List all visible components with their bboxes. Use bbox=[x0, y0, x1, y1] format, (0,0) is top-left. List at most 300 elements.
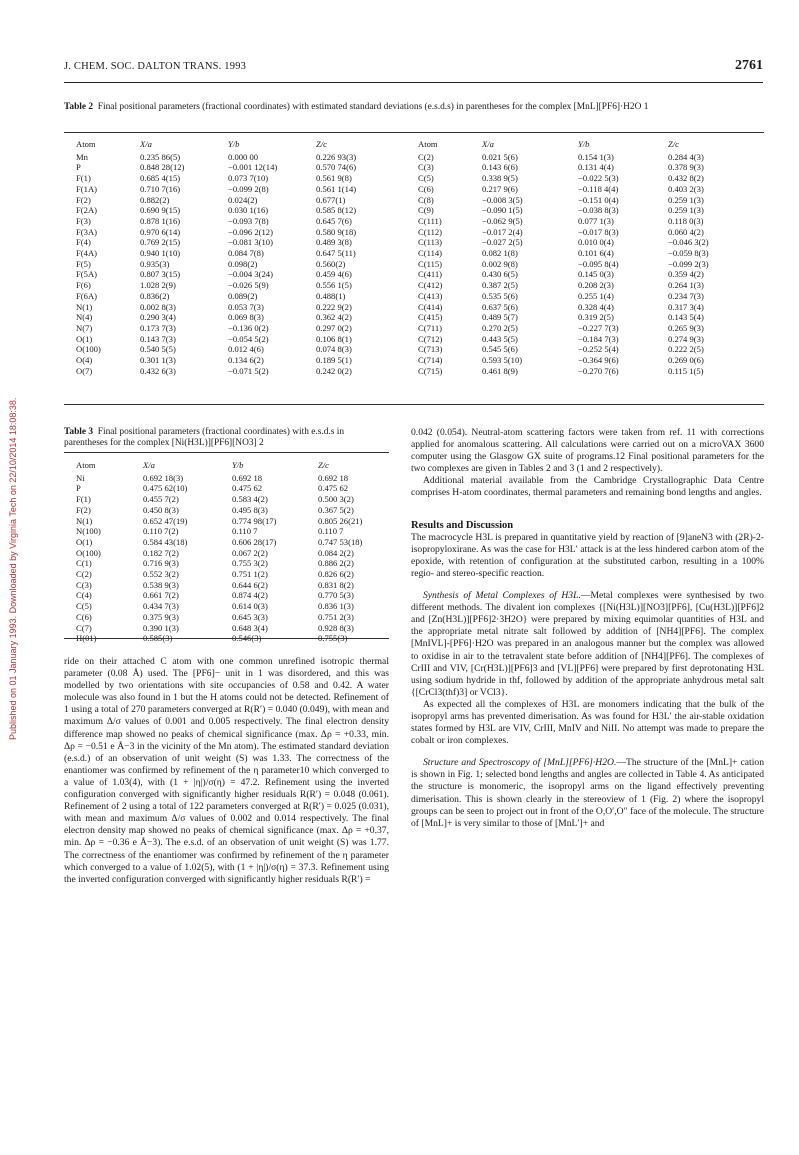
table3-row bbox=[76, 483, 376, 494]
table2-left-cell: F(6A) bbox=[76, 290, 98, 301]
table2-left-cell: 0.540 5(5) bbox=[140, 344, 176, 355]
table2-right-cell: −0.227 7(3) bbox=[578, 322, 619, 333]
table2-left-cell: F(3) bbox=[76, 215, 91, 226]
table2-left-cell: 0.143 7(3) bbox=[140, 333, 176, 344]
table2-left-cell: 0.297 0(2) bbox=[316, 322, 352, 333]
table2-left-half bbox=[76, 139, 402, 376]
table3-cell: P bbox=[76, 483, 81, 494]
table3-caption bbox=[64, 427, 389, 449]
table2-right-cell: 0.145 0(3) bbox=[578, 269, 614, 280]
table2-right-cell: −0.090 1(5) bbox=[482, 205, 523, 216]
table3-header-cell: Y/b bbox=[232, 460, 244, 470]
table2-left-cell: 0.561 1(14) bbox=[316, 183, 357, 194]
table2-left-row bbox=[76, 312, 402, 323]
table3-cell: Ni bbox=[76, 472, 85, 483]
table2-right-cell: 0.255 1(4) bbox=[578, 290, 614, 301]
table2-right-row bbox=[418, 248, 764, 259]
table3-cell: 0.495 8(3) bbox=[232, 504, 268, 515]
table3-cell: C(1) bbox=[76, 558, 92, 569]
table3-cell: 0.770 5(3) bbox=[318, 590, 354, 601]
table2-right-cell: −0.099 2(3) bbox=[668, 258, 709, 269]
table2-right-cell: 0.118 0(3) bbox=[668, 215, 704, 226]
table2-left-cell: P bbox=[76, 162, 81, 173]
table3-cell: 0.182 7(2) bbox=[143, 547, 179, 558]
table2-right-cell: 0.443 5(5) bbox=[482, 333, 518, 344]
table2-right-cell: 0.274 9(3) bbox=[668, 333, 704, 344]
table3-top-rule bbox=[64, 452, 389, 453]
table3-cell: 0.475 62 bbox=[318, 483, 349, 494]
table2-left-row bbox=[76, 162, 402, 173]
table2-right-row bbox=[418, 323, 764, 334]
table3-cell: 0.774 98(17) bbox=[232, 515, 277, 526]
table2-left-cell: 0.362 4(2) bbox=[316, 312, 352, 323]
table3-cell: 0.583 4(2) bbox=[232, 494, 268, 505]
table2-right-cell: C(112) bbox=[418, 226, 443, 237]
table2-right-row bbox=[418, 216, 764, 227]
table2-right-cell: 0.378 9(3) bbox=[668, 162, 704, 173]
table2-left-cell: 0.488(1) bbox=[316, 290, 346, 301]
table2-left-header-cell: Z/c bbox=[316, 139, 327, 149]
table2-left-cell: 0.836(2) bbox=[140, 290, 170, 301]
table3-cell: 0.644 6(2) bbox=[232, 579, 268, 590]
table2-right-cell: 0.317 3(4) bbox=[668, 301, 704, 312]
table2-left-cell: −0.093 7(8) bbox=[228, 215, 269, 226]
table2-left-cell: 0.882(2) bbox=[140, 194, 170, 205]
table3-cell: 0.475 62 bbox=[232, 483, 263, 494]
journal-header: J. CHEM. SOC. DALTON TRANS. 1993 bbox=[64, 61, 247, 72]
table2-left-cell: 0.970 6(14) bbox=[140, 226, 181, 237]
table2-right-cell: C(111) bbox=[418, 215, 442, 226]
table2-left-cell: 0.222 9(2) bbox=[316, 301, 352, 312]
table3-row bbox=[76, 601, 376, 612]
download-note-text: Published on 01 January 1993. Downloaded by Virginia Tech on 22/10/2014 18:08:38. bbox=[8, 397, 18, 740]
table2-right-cell: 0.115 1(5) bbox=[668, 365, 704, 376]
table3-cell: 0.067 2(2) bbox=[232, 547, 268, 558]
table2-right-cell: 0.284 4(3) bbox=[668, 151, 704, 162]
table2-right-cell: 0.545 5(6) bbox=[482, 344, 518, 355]
table2-right-cell: 0.060 4(2) bbox=[668, 226, 704, 237]
table2-right-cell: 0.082 1(8) bbox=[482, 248, 518, 259]
table3-cell: 0.084 2(2) bbox=[318, 547, 354, 558]
table3-cell: 0.645 3(3) bbox=[232, 611, 268, 622]
table3-cell: 0.755(3) bbox=[318, 633, 348, 644]
table3-cell: 0.110 7 bbox=[318, 526, 344, 537]
table2-left-cell: −0.004 3(24) bbox=[228, 269, 273, 280]
table2-left-cell: 0.489 3(8) bbox=[316, 237, 352, 248]
structure-text: —The structure of the [MnL]+ cation is shown in Fig. 1; selected bond lengths and angles are collected in Table 4. As anticipated the structure is monomeric, the isopropyl arms on the ligand effectively preventing dimerisation. This is shown clearly in the stereoview of 1 (Fig. 2) where the isopropyl groups can be seen to project out in front of the O,O′,O″ face of the molecule. The structure of [MnL]+ is very similar to those of [MnL′]+ and bbox=[411, 757, 764, 829]
table2-right-cell: 0.593 5(10) bbox=[482, 355, 523, 366]
table2-right-cell: 0.259 1(3) bbox=[668, 194, 704, 205]
table2-right-cell: C(712) bbox=[418, 333, 443, 344]
right-column-text bbox=[411, 427, 764, 830]
table3-row bbox=[76, 580, 376, 591]
table2-right-cell: −0.022 5(3) bbox=[578, 173, 619, 184]
table2-left-cell: 0.807 3(15) bbox=[140, 269, 181, 280]
table3-row bbox=[76, 473, 376, 484]
table2-right-cell: 0.131 4(4) bbox=[578, 162, 614, 173]
table3-cell: 0.538 9(3) bbox=[143, 579, 179, 590]
table2-right-row bbox=[418, 355, 764, 366]
table2-left-cell: 0.690 9(15) bbox=[140, 205, 181, 216]
table2-left-cell: 1.028 2(9) bbox=[140, 280, 176, 291]
table2-right-row bbox=[418, 280, 764, 291]
table2-left-cell: 0.432 6(3) bbox=[140, 365, 176, 376]
table3-cell: 0.755 3(2) bbox=[232, 558, 268, 569]
table3-row bbox=[76, 569, 376, 580]
table2-right-cell: C(113) bbox=[418, 237, 443, 248]
table3-row bbox=[76, 590, 376, 601]
table2-right-cell: 0.143 6(6) bbox=[482, 162, 518, 173]
table3-row bbox=[76, 505, 376, 516]
right-paragraph-3: The macrocycle H3L is prepared in quantitative yield by reaction of [9]aneN3 with (2R)-2-isopropyloxirane. As was the case for H3L′ attack is at the less hindered carbon atom of the epoxide, with retention of configuration at the substituted carbon, resulting in a 100% regio- and stereo-specific reaction. bbox=[411, 531, 764, 579]
table3-row bbox=[76, 526, 376, 537]
left-column-text bbox=[64, 656, 389, 886]
table2-left-row bbox=[76, 173, 402, 184]
table2-right-cell: −0.252 5(4) bbox=[578, 344, 619, 355]
table2-right-cell: C(411) bbox=[418, 269, 443, 280]
table2-right-cell: 0.217 9(6) bbox=[482, 183, 518, 194]
table3-cell: 0.692 18 bbox=[318, 472, 349, 483]
table2-left-row bbox=[76, 195, 402, 206]
table2-right-cell: 0.002 9(8) bbox=[482, 258, 518, 269]
table3-cell: C(5) bbox=[76, 601, 92, 612]
table3-cell: 0.648 3(4) bbox=[232, 622, 268, 633]
right-paragraph-1: 0.042 (0.054). Neutral-atom scattering factors were taken from ref. 11 with corrections applied for anomalous scattering. All calculations were carried out on a microVAX 3600 computer using the Glasgow GX suite of programs.12 Final positional parameters for the two complexes are given in Tables 2 and 3 (1 and 2 respectively). bbox=[411, 427, 764, 475]
table2-left-cell: N(7) bbox=[76, 322, 93, 333]
table2-caption-text: Final positional parameters (fractional coordinates) with estimated standard deviations (e.s.d.s) in parentheses for the complex [MnL][PF6]·H2O 1 bbox=[97, 102, 649, 112]
table2-left-cell: 0.235 86(5) bbox=[140, 151, 181, 162]
table2-right-cell: 0.387 2(5) bbox=[482, 280, 518, 291]
table2-right-cell: 0.143 5(4) bbox=[668, 312, 704, 323]
table2-left-cell: 0.580 9(18) bbox=[316, 226, 357, 237]
table2-left-header-cell: Atom bbox=[76, 139, 96, 149]
table3-header-cell: Z/c bbox=[318, 460, 329, 470]
table2-left-cell: 0.000 00 bbox=[228, 151, 259, 162]
table3-row bbox=[76, 516, 376, 527]
table2-left-cell: 0.073 7(10) bbox=[228, 173, 269, 184]
table2-right-row bbox=[418, 344, 764, 355]
table2-right-cell: C(5) bbox=[418, 173, 434, 184]
table2-left-cell: F(5A) bbox=[76, 269, 98, 280]
right-paragraph-5: As expected all the complexes of H3L are monomers indicating that the bulk of the isopropyl arms has prevented dimerisation. As was found for H3L′ the air-stable oxidation states formed by H3L are VIV, CrIII, MnIV and NiII. No attempt was made to prepare the cobalt or iron complexes. bbox=[411, 698, 764, 747]
table3-cell: 0.606 28(17) bbox=[232, 536, 277, 547]
table2-left-cell: N(1) bbox=[76, 301, 93, 312]
table3-cell: 0.546(3) bbox=[232, 633, 262, 644]
table2-right-cell: −0.059 8(3) bbox=[668, 248, 709, 259]
table2-left-cell: 0.098(2) bbox=[228, 258, 258, 269]
table2-left-cell: −0.001 12(14) bbox=[228, 162, 278, 173]
table3-cell: 0.500 3(2) bbox=[318, 494, 354, 505]
table2-left-cell: 0.002 8(3) bbox=[140, 301, 176, 312]
table2-left-cell: 0.189 5(1) bbox=[316, 355, 352, 366]
table2-left-cell: F(2) bbox=[76, 194, 91, 205]
table2-right-cell: C(412) bbox=[418, 280, 443, 291]
table3-cell: 0.826 6(2) bbox=[318, 569, 354, 580]
table2-right-cell: C(6) bbox=[418, 183, 434, 194]
table3-header-cell: Atom bbox=[76, 460, 96, 470]
table2-left-row bbox=[76, 216, 402, 227]
table3-cell: 0.751 1(2) bbox=[232, 569, 268, 580]
table2-right-cell: 0.637 5(6) bbox=[482, 301, 518, 312]
table2-right-row bbox=[418, 237, 764, 248]
table3 bbox=[76, 460, 376, 644]
table2-right-cell: 0.270 2(5) bbox=[482, 322, 518, 333]
table2-left-cell: 0.089(2) bbox=[228, 290, 258, 301]
table2-right-row bbox=[418, 173, 764, 184]
table3-cell: 0.751 2(3) bbox=[318, 611, 354, 622]
table3-cell: 0.747 53(18) bbox=[318, 536, 363, 547]
right-paragraph-6 bbox=[411, 757, 764, 830]
table2-left-row bbox=[76, 227, 402, 238]
table2-left-cell: 0.677(1) bbox=[316, 194, 346, 205]
table3-cell: C(7) bbox=[76, 622, 92, 633]
table3-cell: C(4) bbox=[76, 590, 92, 601]
table2-left-cell: 0.173 7(3) bbox=[140, 322, 176, 333]
table3-cell: 0.375 9(3) bbox=[143, 611, 179, 622]
table2-left-cell: −0.054 5(2) bbox=[228, 333, 269, 344]
table3-cell: 0.367 5(2) bbox=[318, 504, 354, 515]
table2-left-cell: 0.560(2) bbox=[316, 258, 346, 269]
right-paragraph-2: Additional material available from the Cambridge Crystallographic Data Centre comprises H-atom coordinates, thermal parameters and remaining bond lengths and angles. bbox=[411, 475, 764, 499]
table2-right-cell: C(8) bbox=[418, 194, 434, 205]
table2-right-header-cell: Y/b bbox=[578, 139, 590, 149]
table2-left-cell: F(6) bbox=[76, 280, 91, 291]
table2-right-cell: C(114) bbox=[418, 248, 443, 259]
table2-right-cell: 0.269 0(6) bbox=[668, 355, 704, 366]
table2-right-cell: 0.222 2(5) bbox=[668, 344, 704, 355]
table2-right-cell: 0.432 8(2) bbox=[668, 173, 704, 184]
table3-cell: 0.552 3(2) bbox=[143, 569, 179, 580]
table2-right-half bbox=[418, 139, 764, 376]
table3-cell: 0.928 8(3) bbox=[318, 622, 354, 633]
table2-right-cell: −0.270 7(6) bbox=[578, 365, 619, 376]
table2-left-row bbox=[76, 355, 402, 366]
table3-header-row bbox=[76, 460, 376, 473]
table2-bottom-rule bbox=[64, 404, 764, 405]
table2-right-cell: −0.118 4(4) bbox=[578, 183, 619, 194]
table2-right-cell: 0.265 9(3) bbox=[668, 322, 704, 333]
table2-left-row bbox=[76, 280, 402, 291]
table2-right-cell: 0.234 7(3) bbox=[668, 290, 704, 301]
table3-cell: O(100) bbox=[76, 547, 101, 558]
table3-cell: 0.450 8(3) bbox=[143, 504, 179, 515]
table3-cell: 0.614 0(3) bbox=[232, 601, 268, 612]
table3-row bbox=[76, 494, 376, 505]
table2-left-cell: 0.084 7(8) bbox=[228, 248, 264, 259]
table3-cell: 0.886 2(2) bbox=[318, 558, 354, 569]
table2-left-cell: 0.030 1(16) bbox=[228, 205, 269, 216]
table3-cell: 0.836 1(3) bbox=[318, 601, 354, 612]
table2-right-row bbox=[418, 269, 764, 280]
table3-cell: 0.692 18(3) bbox=[143, 472, 184, 483]
table2-right-cell: C(713) bbox=[418, 344, 443, 355]
table2-right-cell: 0.328 4(4) bbox=[578, 301, 614, 312]
table3-caption-text: Final positional parameters (fractional coordinates) with e.s.d.s in parentheses for the complex [Ni(H3L)][PF6][NO3] 2 bbox=[64, 427, 345, 448]
table2-right-header-cell: Z/c bbox=[668, 139, 679, 149]
table2-left-cell: 0.585 8(12) bbox=[316, 205, 357, 216]
table3-cell: C(2) bbox=[76, 569, 92, 580]
table3-cell: H(01) bbox=[76, 633, 97, 644]
table2-left-row bbox=[76, 205, 402, 216]
table2-right-cell: −0.151 0(4) bbox=[578, 194, 619, 205]
table2-right-cell: C(714) bbox=[418, 355, 443, 366]
table3-cell: F(1) bbox=[76, 494, 91, 505]
table2-left-cell: 0.226 93(3) bbox=[316, 151, 357, 162]
table2-left-cell: F(1A) bbox=[76, 183, 98, 194]
table2-left-cell: −0.081 3(10) bbox=[228, 237, 273, 248]
table2-right-cell: 0.338 9(5) bbox=[482, 173, 518, 184]
download-note bbox=[0, 150, 18, 750]
table2-left-row bbox=[76, 334, 402, 345]
table2-right-cell: 0.359 4(2) bbox=[668, 269, 704, 280]
table2-left-cell: 0.556 1(5) bbox=[316, 280, 352, 291]
table2-right-cell: −0.364 9(6) bbox=[578, 355, 619, 366]
table2-right-header-cell: X/a bbox=[482, 139, 494, 149]
table3-cell: 0.585(3) bbox=[143, 633, 173, 644]
table2-left-cell: N(4) bbox=[76, 312, 93, 323]
table3-cell: 0.110 7(2) bbox=[143, 526, 179, 537]
table2-left-cell: 0.647 5(11) bbox=[316, 248, 356, 259]
table3-cell: 0.652 47(19) bbox=[143, 515, 188, 526]
table3-row bbox=[76, 623, 376, 634]
table2-right-cell: C(414) bbox=[418, 301, 443, 312]
page-number: 2761 bbox=[735, 58, 763, 73]
table2-left-row bbox=[76, 269, 402, 280]
table2-right-cell: 0.154 1(3) bbox=[578, 151, 614, 162]
table2-left-header-cell: Y/b bbox=[228, 139, 240, 149]
table3-row bbox=[76, 537, 376, 548]
table3-cell: 0.661 7(2) bbox=[143, 590, 179, 601]
table2-right-row bbox=[418, 291, 764, 302]
table3-cell: 0.584 43(18) bbox=[143, 536, 188, 547]
table2-right-cell: −0.046 3(2) bbox=[668, 237, 709, 248]
table2-right-cell: 0.430 6(5) bbox=[482, 269, 518, 280]
table2-right-cell: −0.184 7(3) bbox=[578, 333, 619, 344]
table2-right-cell: 0.535 5(6) bbox=[482, 290, 518, 301]
table3-cell: 0.831 8(2) bbox=[318, 579, 354, 590]
table2-left-cell: 0.710 7(16) bbox=[140, 183, 181, 194]
table2-right-cell: C(711) bbox=[418, 322, 443, 333]
table2-left-cell: F(4) bbox=[76, 237, 91, 248]
table3-caption-label: Table 3 bbox=[64, 427, 94, 437]
table3-row bbox=[76, 548, 376, 559]
table2-left-cell: O(1) bbox=[76, 333, 93, 344]
table2-left-cell: 0.935(3) bbox=[140, 258, 170, 269]
table2-left-cell: Mn bbox=[76, 151, 88, 162]
table2-left-row bbox=[76, 184, 402, 195]
table2-left-cell: O(7) bbox=[76, 365, 93, 376]
table2-left-cell: 0.769 2(15) bbox=[140, 237, 181, 248]
table2-left-cell: O(4) bbox=[76, 355, 93, 366]
table2-left-cell: F(4A) bbox=[76, 248, 98, 259]
table2-right-cell: C(415) bbox=[418, 312, 443, 323]
table2-right-row bbox=[418, 162, 764, 173]
table2-left-cell: 0.878 1(16) bbox=[140, 215, 181, 226]
table2-right-cell: C(413) bbox=[418, 290, 443, 301]
table2-left-cell: 0.053 7(3) bbox=[228, 301, 264, 312]
table2-right-cell: C(3) bbox=[418, 162, 434, 173]
table2-left-cell: 0.106 8(1) bbox=[316, 333, 352, 344]
table2-left-row bbox=[76, 323, 402, 334]
table3-row bbox=[76, 558, 376, 569]
table2-right-cell: C(2) bbox=[418, 151, 434, 162]
table2-right-cell: 0.259 1(3) bbox=[668, 205, 704, 216]
table2-right-header-cell: Atom bbox=[418, 139, 438, 149]
table2-left-cell: −0.096 2(12) bbox=[228, 226, 273, 237]
table2-left-cell: −0.071 5(2) bbox=[228, 365, 269, 376]
results-heading: Results and Discussion bbox=[411, 519, 514, 531]
table2-right-cell: −0.027 2(5) bbox=[482, 237, 523, 248]
table3-cell: 0.455 7(2) bbox=[143, 494, 179, 505]
table2-right-cell: −0.008 3(5) bbox=[482, 194, 523, 205]
table2-right-cell: 0.208 2(3) bbox=[578, 280, 614, 291]
left-paragraph-1: ride on their attached C atom with one common unrefined isotropic thermal parameter (0.08 Å) used. The [PF6]− unit in 1 was disordered, and this was modelled by two orientations with site occupancies of 0.58 and 0.42. A water molecule was also found in 1 but the H atoms could not be detected. Refinement of 1 using a total of 270 parameters converged at R(R′) = 0.040 (0.049), with mean and maximum Δ/σ values of 0.001 and 0.005 respectively. The final electron density difference map showed no peaks of chemical significance (max. Δρ = +0.33, min. Δρ = −0.51 e Å−3 in the vicinity of the Mn atom). The estimated standard deviation (e.s.d.) of an observation of unit weight (S) was 1.33. The correctness of the enantiomer was confirmed by refinement of the η parameter10 which converged to a value of 1.03(4), with (1 + |η|)/σ(η) = 47.2. Refinement using the inverted configuration converged with significantly higher residuals R(R′) = 0.048 (0.061). Refinement of 2 using a total of 122 parameters converged at R(R′) = 0.025 (0.031), with mean and maximum Δ/σ values of 0.002 and 0.014 respectively. The final electron density map showed no peaks of chemical significance (max. Δρ = +0.37, min. Δρ = −0.36 e Å−3). The e.s.d. of an observation of unit weight (S) was 1.77. The correctness of the enantiomer was confirmed by refinement of the η parameter which converged to a value of 1.02(5), with (1 + |η|)/σ(η) = 37.3. Refinement using the inverted configuration converged with significantly higher residuals R(R′) = bbox=[64, 656, 389, 885]
table2-right-cell: −0.017 2(4) bbox=[482, 226, 523, 237]
table2-top-rule bbox=[64, 132, 764, 133]
table2-left-cell: 0.848 28(12) bbox=[140, 162, 185, 173]
table2-left-row bbox=[76, 152, 402, 163]
table2-left-cell: O(100) bbox=[76, 344, 101, 355]
table2-right-cell: −0.017 8(3) bbox=[578, 226, 619, 237]
table3-row bbox=[76, 612, 376, 623]
table2-right-row bbox=[418, 366, 764, 377]
table2-right-cell: 0.010 0(4) bbox=[578, 237, 614, 248]
table2-left-row bbox=[76, 302, 402, 313]
table3-cell: N(1) bbox=[76, 515, 93, 526]
structure-subhead: Structure and Spectroscopy of [MnL][PF6]·H2O. bbox=[423, 757, 617, 769]
table2-left-cell: F(5) bbox=[76, 258, 91, 269]
table2-left-cell: 0.561 9(8) bbox=[316, 173, 352, 184]
table2-right-cell: 0.403 2(3) bbox=[668, 183, 704, 194]
table2-right-row bbox=[418, 302, 764, 313]
table3-cell: 0.390 1(3) bbox=[143, 622, 179, 633]
table3-cell: C(3) bbox=[76, 579, 92, 590]
table2-right-row bbox=[418, 334, 764, 345]
table2-left-cell: 0.242 0(2) bbox=[316, 365, 352, 376]
table2-left-row bbox=[76, 237, 402, 248]
table2-right-row bbox=[418, 259, 764, 270]
table2-left-cell: 0.134 6(2) bbox=[228, 355, 264, 366]
table2-left-cell: F(2A) bbox=[76, 205, 98, 216]
table2-right-row bbox=[418, 227, 764, 238]
synthesis-text: —Metal complexes were synthesised by two different methods. The divalent ion complexes {[Ni(H3L)][NO3][PF6], [Cu(H3L)][PF6]2 and [Zn(H3L)][PF6]2·3H2O} were prepared by mixing equimolar quantities of H3L and the appropriate metal nitrate salt followed by addition of [NH4][PF6]. The complex [MnIVL]-[PF6]·H2O was prepared in an analogous manner but the complex was allowed to oxidise in air to the tetravalent state before addition of [NH4][PF6]. The complexes of CrIII and VIV, [Cr(H3L)][PF6]3 and [VL][PF6] were prepared by first deprotonating H3L using sodium hydride in thf, followed by addition of the appropriate anhydrous metal salt {[CrCl3(thf)3] or VCl3}. bbox=[411, 590, 764, 698]
right-paragraph-4 bbox=[411, 590, 764, 699]
table2-right-cell: 0.319 2(5) bbox=[578, 312, 614, 323]
table2-left-cell: 0.074 8(3) bbox=[316, 344, 352, 355]
synthesis-subhead: Synthesis of Metal Complexes of H3L. bbox=[423, 590, 581, 602]
table3-cell: N(100) bbox=[76, 526, 101, 537]
table3-cell: 0.874 4(2) bbox=[232, 590, 268, 601]
table2-right-cell: C(715) bbox=[418, 365, 443, 376]
table3-cell: O(1) bbox=[76, 536, 93, 547]
table2-right-cell: −0.062 9(5) bbox=[482, 215, 523, 226]
table2-right-cell: 0.461 8(9) bbox=[482, 365, 518, 376]
table2-left-row bbox=[76, 248, 402, 259]
table2-left-cell: 0.685 4(15) bbox=[140, 173, 181, 184]
table2-left-row bbox=[76, 344, 402, 355]
table2-right-header-row bbox=[418, 139, 764, 152]
table2-left-cell: −0.026 5(9) bbox=[228, 280, 269, 291]
table2-right-cell: 0.077 1(3) bbox=[578, 215, 614, 226]
table2-left-cell: −0.136 0(2) bbox=[228, 322, 269, 333]
header-rule bbox=[64, 82, 763, 83]
table2-right-cell: 0.101 6(4) bbox=[578, 248, 614, 259]
table2-left-row bbox=[76, 259, 402, 270]
table2-right-cell: 0.021 5(6) bbox=[482, 151, 518, 162]
table2-right-cell: C(9) bbox=[418, 205, 434, 216]
table3-bottom-rule bbox=[64, 638, 389, 639]
table3-cell: C(6) bbox=[76, 611, 92, 622]
